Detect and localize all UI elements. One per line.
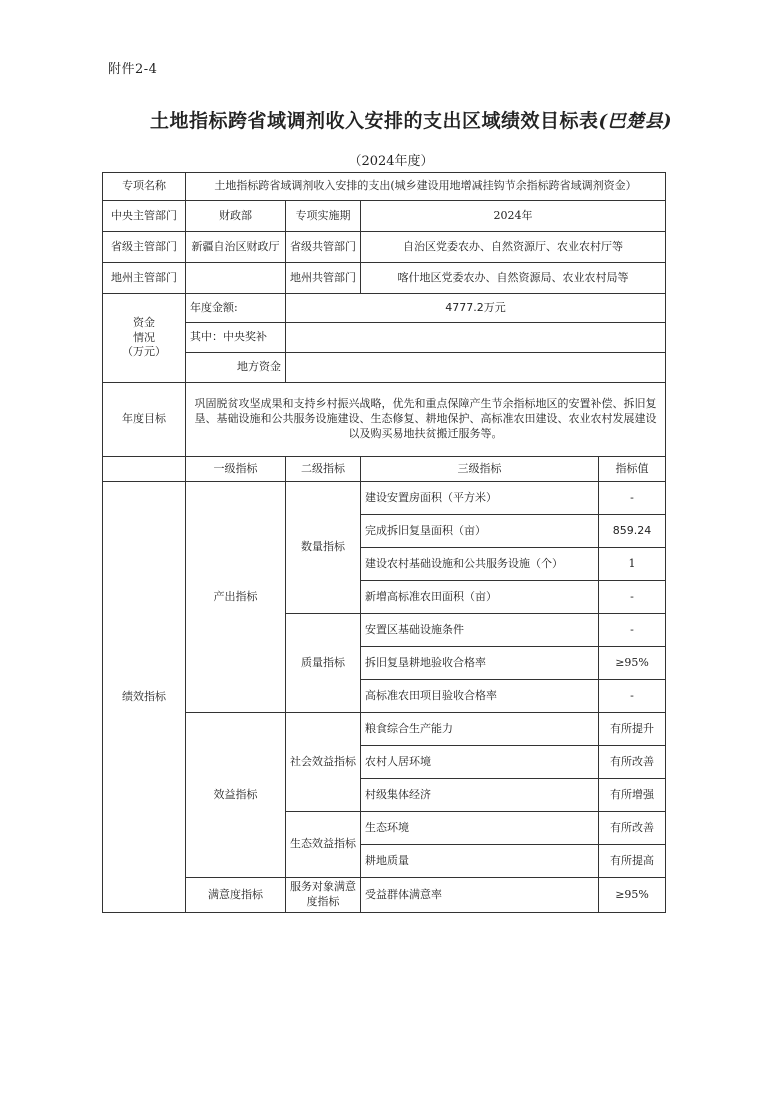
indicator-value: ≥95%: [599, 647, 666, 680]
indicator-value: 有所改善: [599, 746, 666, 779]
social-benefit-label: 社会效益指标: [286, 713, 361, 812]
indicator-name: 村级集体经济: [361, 779, 599, 812]
annual-goal-label: 年度目标: [103, 383, 186, 457]
annual-goal-row: [103, 383, 666, 457]
prefecture-dept-row: [103, 263, 666, 294]
indicator-value: -: [599, 614, 666, 647]
prefecture-co-value: 喀什地区党委农办、自然资源局、农业农村局等: [361, 263, 666, 294]
province-dept-row: [103, 232, 666, 263]
period-label: 专项实施期: [286, 201, 361, 232]
benefit-indicator-label: 效益指标: [186, 713, 286, 878]
page-title: [150, 106, 673, 133]
title-text: 土地指标跨省域调剂收入安排的支出区域绩效目标表: [150, 110, 599, 132]
indicator-name: 安置区基础设施条件: [361, 614, 599, 647]
central-reward-row: [103, 323, 666, 353]
indicator-value: -: [599, 482, 666, 515]
indicator-name: 新增高标准农田面积（亩）: [361, 581, 599, 614]
indicator-name: 受益群体满意率: [361, 878, 599, 913]
project-name-value: 土地指标跨省域调剂收入安排的支出(城乡建设用地增减挂钩节余指标跨省域调剂资金）: [186, 173, 666, 201]
indicator-name: 粮食综合生产能力: [361, 713, 599, 746]
header-level3: 三级指标: [361, 457, 599, 482]
project-name-row: [103, 173, 666, 201]
satisfaction-indicator-label: 满意度指标: [186, 878, 286, 913]
indicator-value: 有所改善: [599, 812, 666, 845]
year-subtitle: （2024年度）: [348, 154, 434, 169]
annual-amount-value: 4777.2万元: [286, 294, 666, 323]
header-value: 指标值: [599, 457, 666, 482]
prefecture-dept-label: 地州主管部门: [103, 263, 186, 294]
local-funds-value: [286, 353, 666, 383]
indicator-name: 农村人居环境: [361, 746, 599, 779]
attachment-number: 附件2-4: [108, 62, 158, 77]
header-blank: [103, 457, 186, 482]
header-level1: 一级指标: [186, 457, 286, 482]
central-dept-value: 财政部: [186, 201, 286, 232]
indicator-value: 有所提高: [599, 845, 666, 878]
indicator-value: -: [599, 581, 666, 614]
indicator-value: 有所提升: [599, 713, 666, 746]
prefecture-co-label: 地州共管部门: [286, 263, 361, 294]
project-name-label: 专项名称: [103, 173, 186, 201]
annual-amount-label: 年度金额:: [186, 294, 286, 323]
indicator-name: 耕地质量: [361, 845, 599, 878]
local-funds-label: 地方资金: [186, 353, 286, 383]
central-reward-value: [286, 323, 666, 353]
handwritten-county-note: (巴楚县): [598, 111, 673, 132]
province-co-value: 自治区党委农办、自然资源厅、农业农村厅等: [361, 232, 666, 263]
indicator-name: 完成拆旧复垦面积（亩）: [361, 515, 599, 548]
annual-amount-row: [103, 294, 666, 323]
province-dept-value: 新疆自治区财政厅: [186, 232, 286, 263]
central-dept-row: [103, 201, 666, 232]
output-indicator-label: 产出指标: [186, 482, 286, 713]
prefecture-dept-value: [186, 263, 286, 294]
indicator-row: [103, 482, 666, 515]
indicator-value: -: [599, 680, 666, 713]
service-satisfaction-label: 服务对象满意度指标: [286, 878, 361, 913]
province-co-label: 省级共管部门: [286, 232, 361, 263]
indicator-name: 高标准农田项目验收合格率: [361, 680, 599, 713]
indicator-value: ≥95%: [599, 878, 666, 913]
indicator-name: 拆旧复垦耕地验收合格率: [361, 647, 599, 680]
indicator-value: 有所增强: [599, 779, 666, 812]
quantity-indicator-label: 数量指标: [286, 482, 361, 614]
indicator-row: [103, 713, 666, 746]
indicator-name: 生态环境: [361, 812, 599, 845]
province-dept-label: 省级主管部门: [103, 232, 186, 263]
central-dept-label: 中央主管部门: [103, 201, 186, 232]
performance-target-table: [102, 172, 666, 913]
perf-label: 绩效指标: [103, 482, 186, 913]
local-funds-row: [103, 353, 666, 383]
quality-indicator-label: 质量指标: [286, 614, 361, 713]
indicator-name: 建设安置房面积（平方米）: [361, 482, 599, 515]
annual-goal-text: 巩固脱贫攻坚成果和支持乡村振兴战略，优先和重点保障产生节余指标地区的安置补偿、拆旧复垦、基础设施和公共服务设施建设、生态修复、耕地保护、高标准农田建设、农业农村发展建设以及购买易地扶贫搬迁服务等。: [186, 383, 666, 457]
indicator-value: 1: [599, 548, 666, 581]
indicator-value: 859.24: [599, 515, 666, 548]
funds-label: 资金 情况 （万元）: [103, 294, 186, 383]
indicator-header-row: [103, 457, 666, 482]
period-value: 2024年: [361, 201, 666, 232]
indicator-row: [103, 878, 666, 913]
indicator-name: 建设农村基础设施和公共服务设施（个）: [361, 548, 599, 581]
central-reward-label: 其中：中央奖补: [186, 323, 286, 353]
header-level2: 二级指标: [286, 457, 361, 482]
eco-benefit-label: 生态效益指标: [286, 812, 361, 878]
